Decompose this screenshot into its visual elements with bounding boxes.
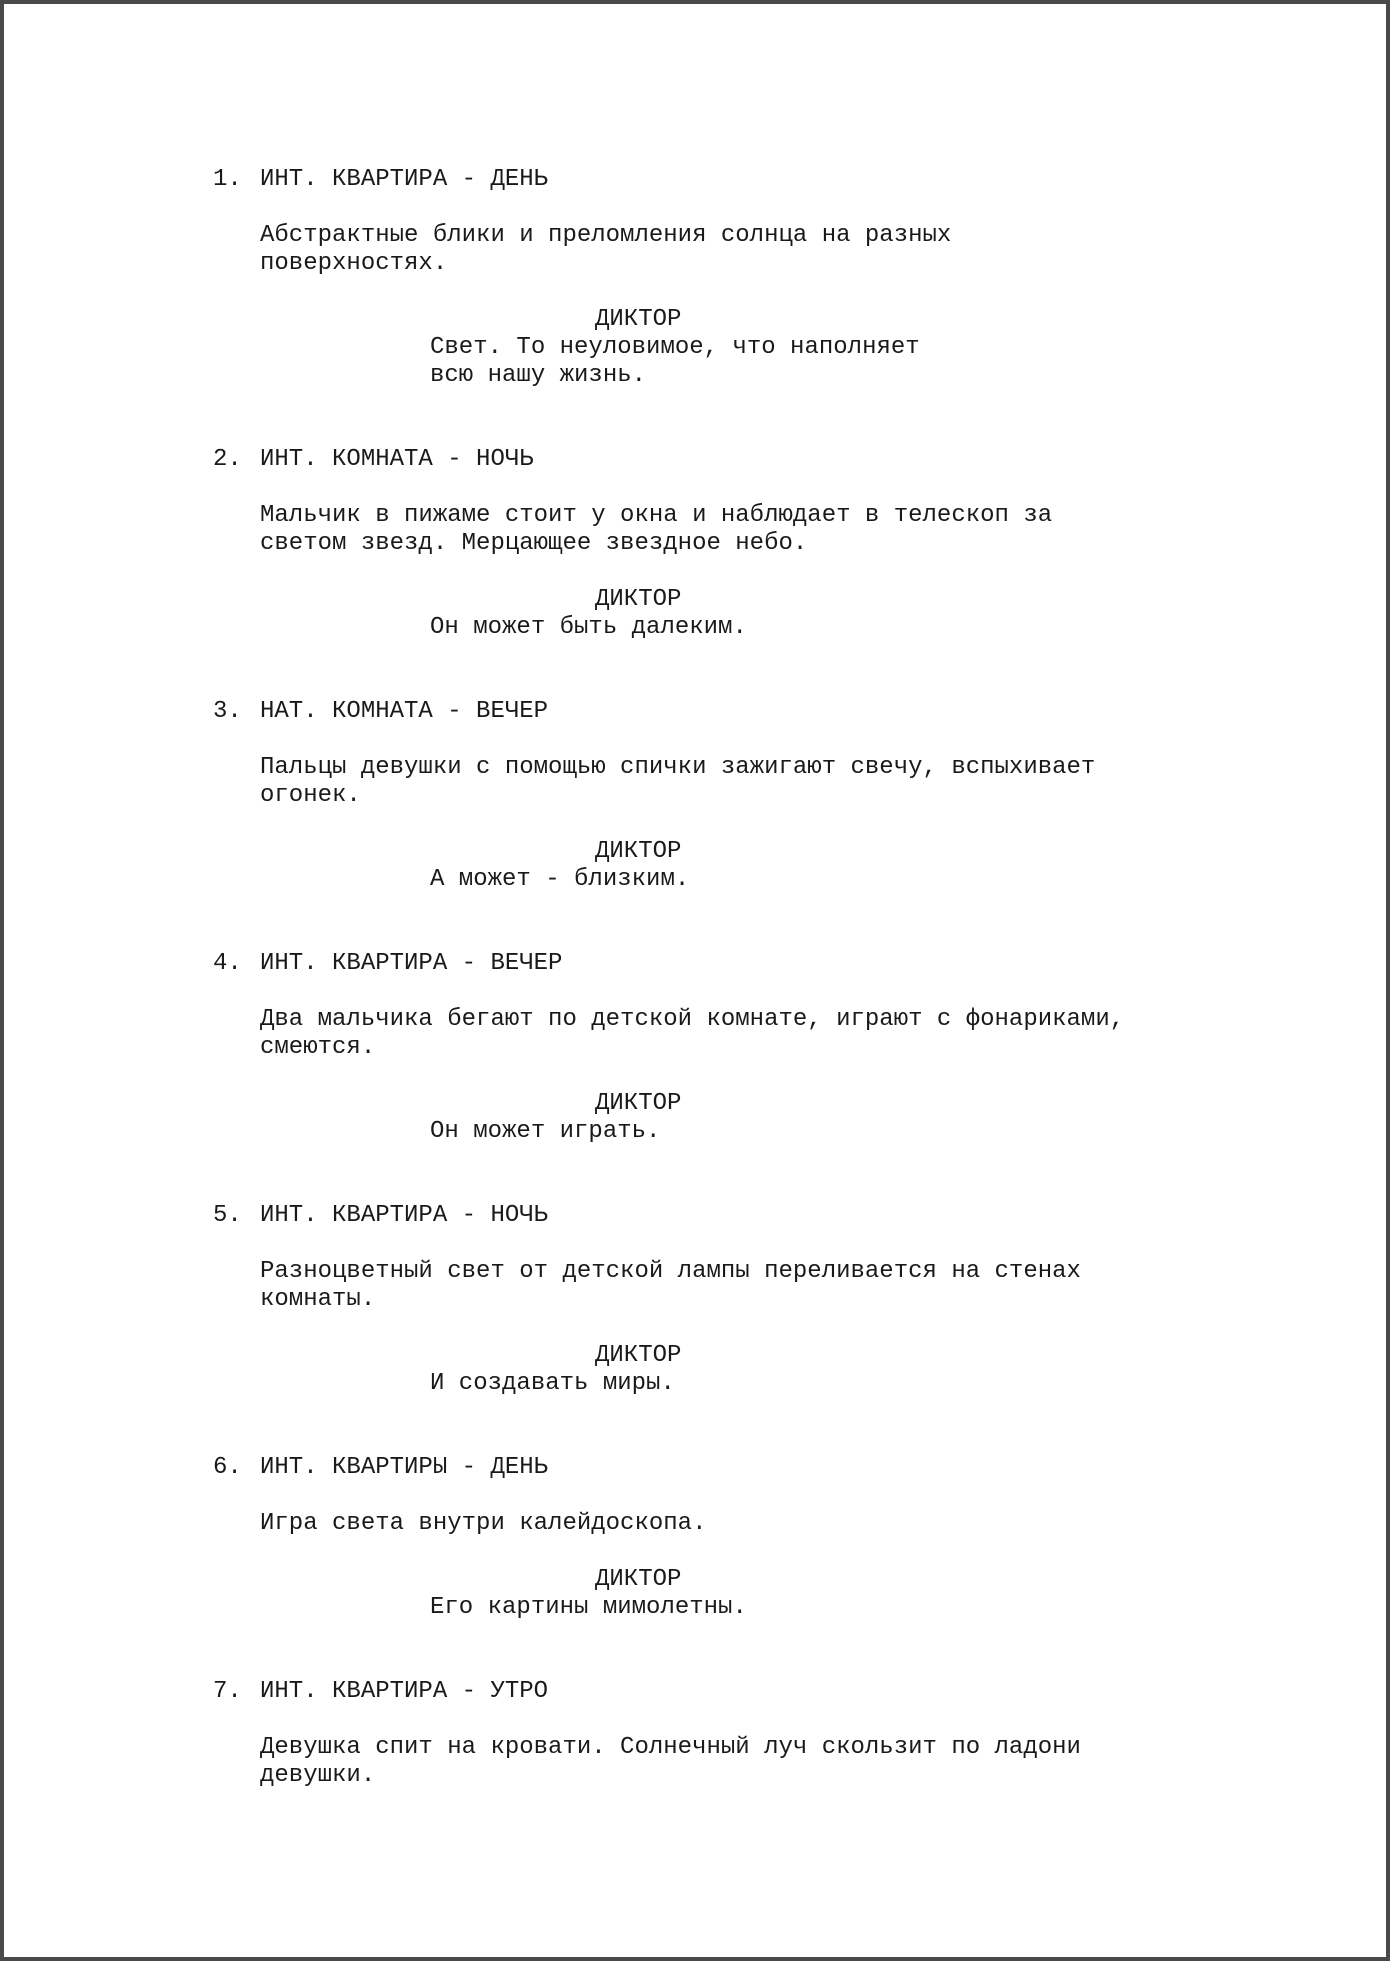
action-line: девушки.: [260, 1762, 376, 1789]
scene-heading: ИНТ. КВАРТИРА - ДЕНЬ: [260, 166, 549, 193]
character-name: ДИКТОР: [595, 586, 682, 613]
action-line: Девушка спит на кровати. Солнечный луч скользит по ладони: [260, 1734, 1081, 1761]
scene-number: 3.: [213, 698, 242, 725]
scene-number: 4.: [213, 950, 242, 977]
scene-heading: НАТ. КОМНАТА - ВЕЧЕР: [260, 698, 549, 725]
action-line: Два мальчика бегают по детской комнате, играют с фонариками,: [260, 1006, 1125, 1033]
scene-heading: ИНТ. КВАРТИРА - УТРО: [260, 1678, 549, 1705]
dialogue-line: Он может быть далеким.: [430, 614, 747, 641]
scene-number: 6.: [213, 1454, 242, 1481]
scene-heading: ИНТ. КВАРТИРЫ - ДЕНЬ: [260, 1454, 549, 1481]
action-line: Пальцы девушки с помощью спички зажигают свечу, вспыхивает: [260, 754, 1096, 781]
character-name: ДИКТОР: [595, 1090, 682, 1117]
scene-heading: ИНТ. КВАРТИРА - ВЕЧЕР: [260, 950, 563, 977]
scene-number: 7.: [213, 1678, 242, 1705]
dialogue-line: всю нашу жизнь.: [430, 362, 647, 389]
scene-number: 1.: [213, 166, 242, 193]
action-line: смеются.: [260, 1034, 376, 1061]
scene-number: 5.: [213, 1202, 242, 1229]
action-line: огонек.: [260, 782, 361, 809]
character-name: ДИКТОР: [595, 1566, 682, 1593]
dialogue-line: Его картины мимолетны.: [430, 1594, 747, 1621]
action-line: комнаты.: [260, 1286, 376, 1313]
action-line: Мальчик в пижаме стоит у окна и наблюдает в телескоп за: [260, 502, 1053, 529]
action-line: Абстрактные блики и преломления солнца на разных: [260, 222, 952, 249]
dialogue-line: Свет. То неуловимое, что наполняет: [430, 334, 920, 361]
scene-heading: ИНТ. КВАРТИРА - НОЧЬ: [260, 1202, 549, 1229]
dialogue-line: И создавать миры.: [430, 1370, 675, 1397]
action-line: поверхностях.: [260, 250, 448, 277]
character-name: ДИКТОР: [595, 1342, 682, 1369]
dialogue-line: А может - близким.: [430, 866, 690, 893]
action-line: Разноцветный свет от детской лампы переливается на стенах: [260, 1258, 1081, 1285]
action-line: светом звезд. Мерцающее звездное небо.: [260, 530, 808, 557]
scene-number: 2.: [213, 446, 242, 473]
dialogue-line: Он может играть.: [430, 1118, 661, 1145]
action-line: Игра света внутри калейдоскопа.: [260, 1510, 707, 1537]
scene-heading: ИНТ. КОМНАТА - НОЧЬ: [260, 446, 534, 473]
character-name: ДИКТОР: [595, 306, 682, 333]
character-name: ДИКТОР: [595, 838, 682, 865]
